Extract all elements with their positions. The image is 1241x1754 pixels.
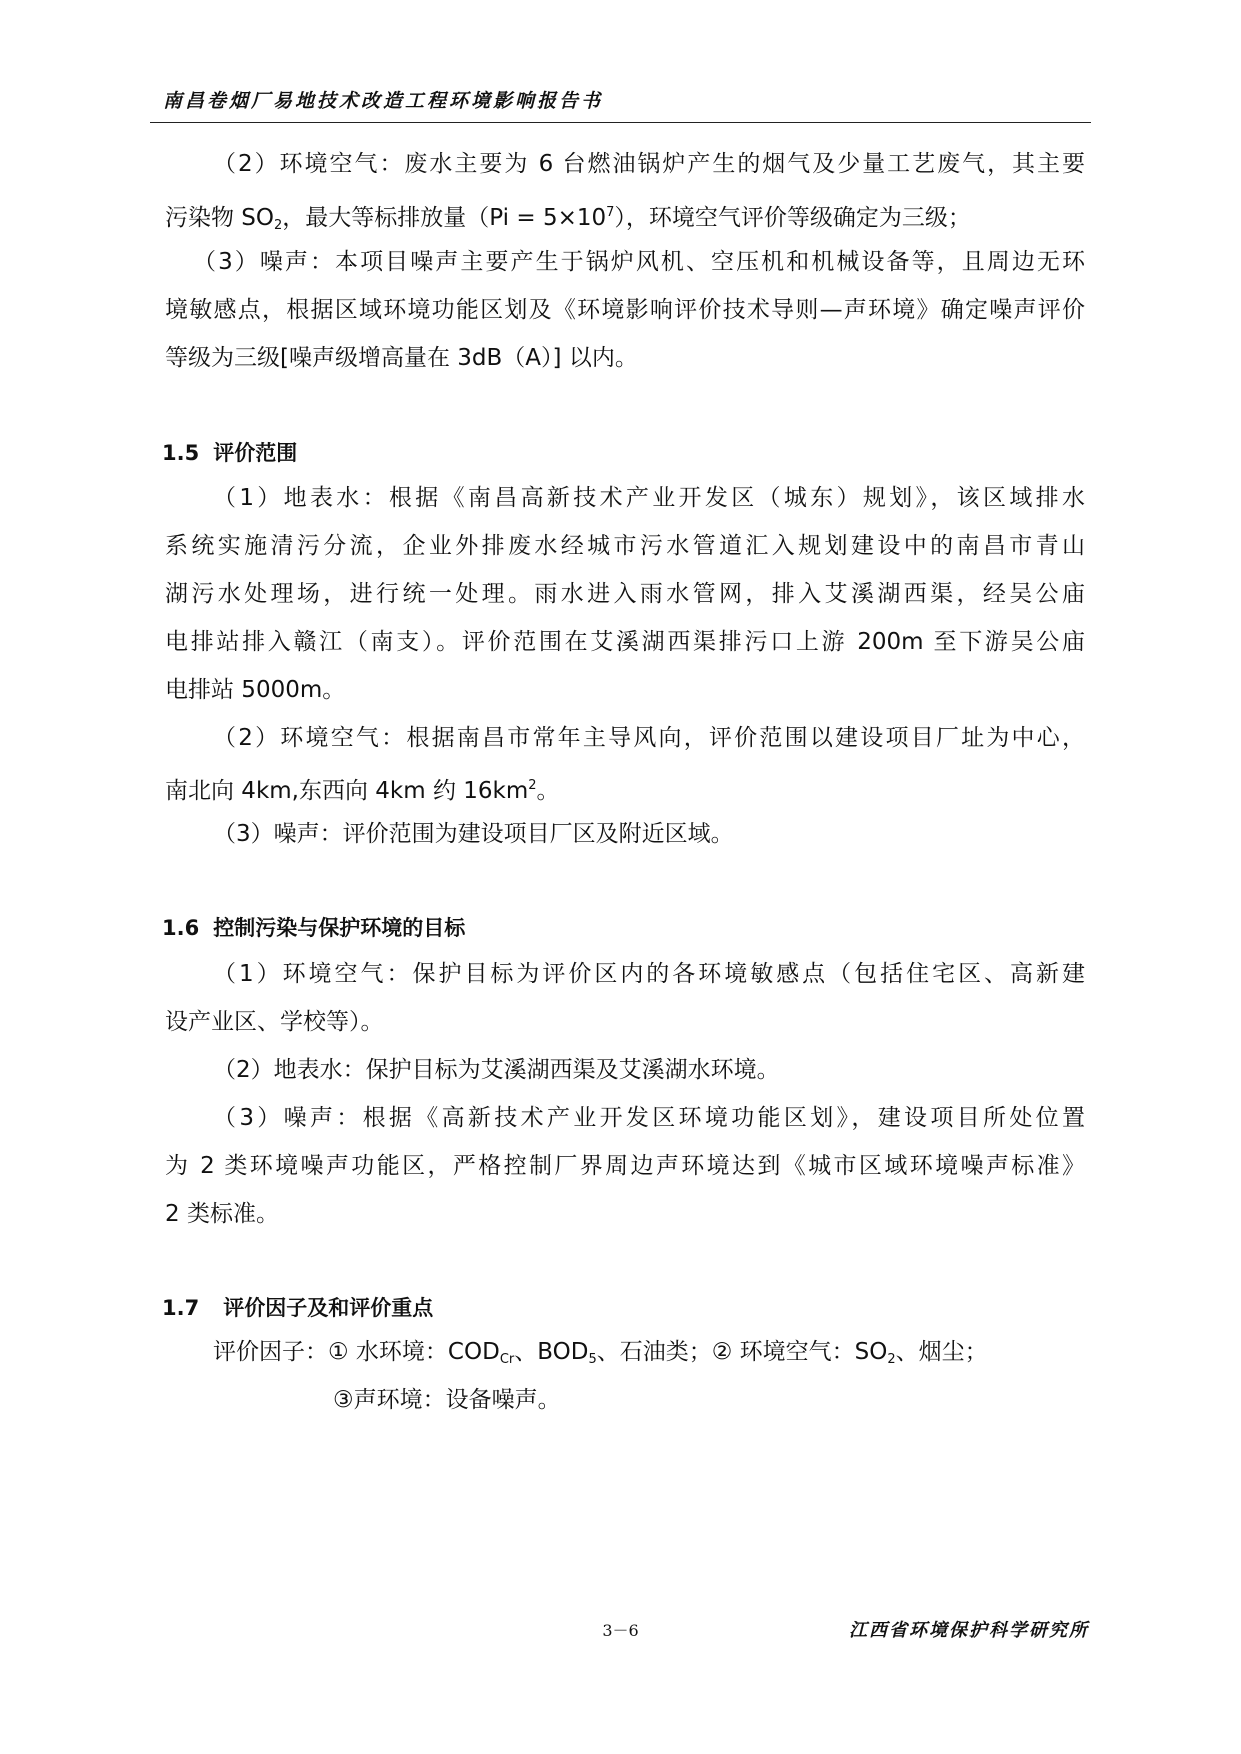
paragraph-line: （2）环境空气：废水主要为 6 台燃油锅炉产生的烟气及少量工艺废气，其主要 — [213, 151, 1085, 177]
page-number: 3－6 — [602, 1621, 639, 1640]
evaluation-factors-line: ③声环境：设备噪声。 — [333, 1387, 561, 1413]
section-heading-1-5: 1.5 评价范围 — [162, 441, 298, 465]
paragraph-line: 2 类标准。 — [165, 1201, 279, 1227]
paragraph-line: 设产业区、学校等）。 — [165, 1009, 384, 1035]
paragraph-line: 系统实施清污分流，企业外排废水经城市污水管道汇入规划建设中的南昌市青山 — [165, 533, 1085, 559]
document-header-title: 南昌卷烟厂易地技术改造工程环境影响报告书 — [163, 90, 604, 112]
paragraph-line: （2）环境空气：根据南昌市常年主导风向，评价范围以建设项目厂址为中心， — [213, 725, 1085, 751]
paragraph-line: （3）噪声：本项目噪声主要产生于锅炉风机、空压机和机械设备等，且周边无环 — [193, 249, 1085, 275]
paragraph-line: 湖污水处理场，进行统一处理。雨水进入雨水管网，排入艾溪湖西渠，经吴公庙 — [165, 581, 1085, 607]
paragraph-line: 污染物 $SO_2$，最大等标排放量$(Pi = 5\times 10^7)$，环境空气评价等级确定为三级； — [165, 205, 971, 233]
paragraph-line: （1）地表水：根据《南昌高新技术产业开发区（城东）规划》，该区域排水 — [213, 485, 1085, 511]
header-divider — [150, 122, 1091, 123]
evaluation-factors-line: 评价因子：① 水环境：$COD_{Cr}$、$BOD_5$、石油类；② 环境空气：$SO_2$、烟尘； — [213, 1339, 988, 1367]
paragraph-line: （3）噪声：评价范围为建设项目厂区及附近区域。 — [213, 821, 734, 847]
paragraph-line: （1）环境空气：保护目标为评价区内的各环境敏感点（包括住宅区、高新建 — [213, 961, 1085, 987]
paragraph-line: 电排站 5000m。 — [165, 677, 346, 703]
section-heading-1-7: 1.7 评价因子及和评价重点 — [162, 1296, 434, 1320]
paragraph-line: 境敏感点，根据区域环境功能区划及《环境影响评价技术导则—声环境》确定噪声评价 — [165, 297, 1085, 323]
paragraph-line: 南北向 4km,东西向 4km 约 $16km^2$。 — [165, 778, 560, 804]
section-heading-1-6: 1.6 控制污染与保护环境的目标 — [162, 916, 466, 940]
paragraph-line: （2）地表水：保护目标为艾溪湖西渠及艾溪湖水环境。 — [213, 1057, 780, 1083]
paragraph-line: 等级为三级[噪声级增高量在 3dB（A）] 以内。 — [165, 345, 638, 371]
paragraph-line: （3）噪声：根据《高新技术产业开发区环境功能区划》，建设项目所处位置 — [213, 1105, 1085, 1131]
paragraph-line: 为 2 类环境噪声功能区，严格控制厂界周边声环境达到《城市区域环境噪声标准》 — [165, 1153, 1085, 1179]
footer-organization: 江西省环境保护科学研究所 — [849, 1620, 1089, 1641]
paragraph-line: 电排站排入赣江（南支）。评价范围在艾溪湖西渠排污口上游 200m 至下游吴公庙 — [165, 629, 1085, 655]
